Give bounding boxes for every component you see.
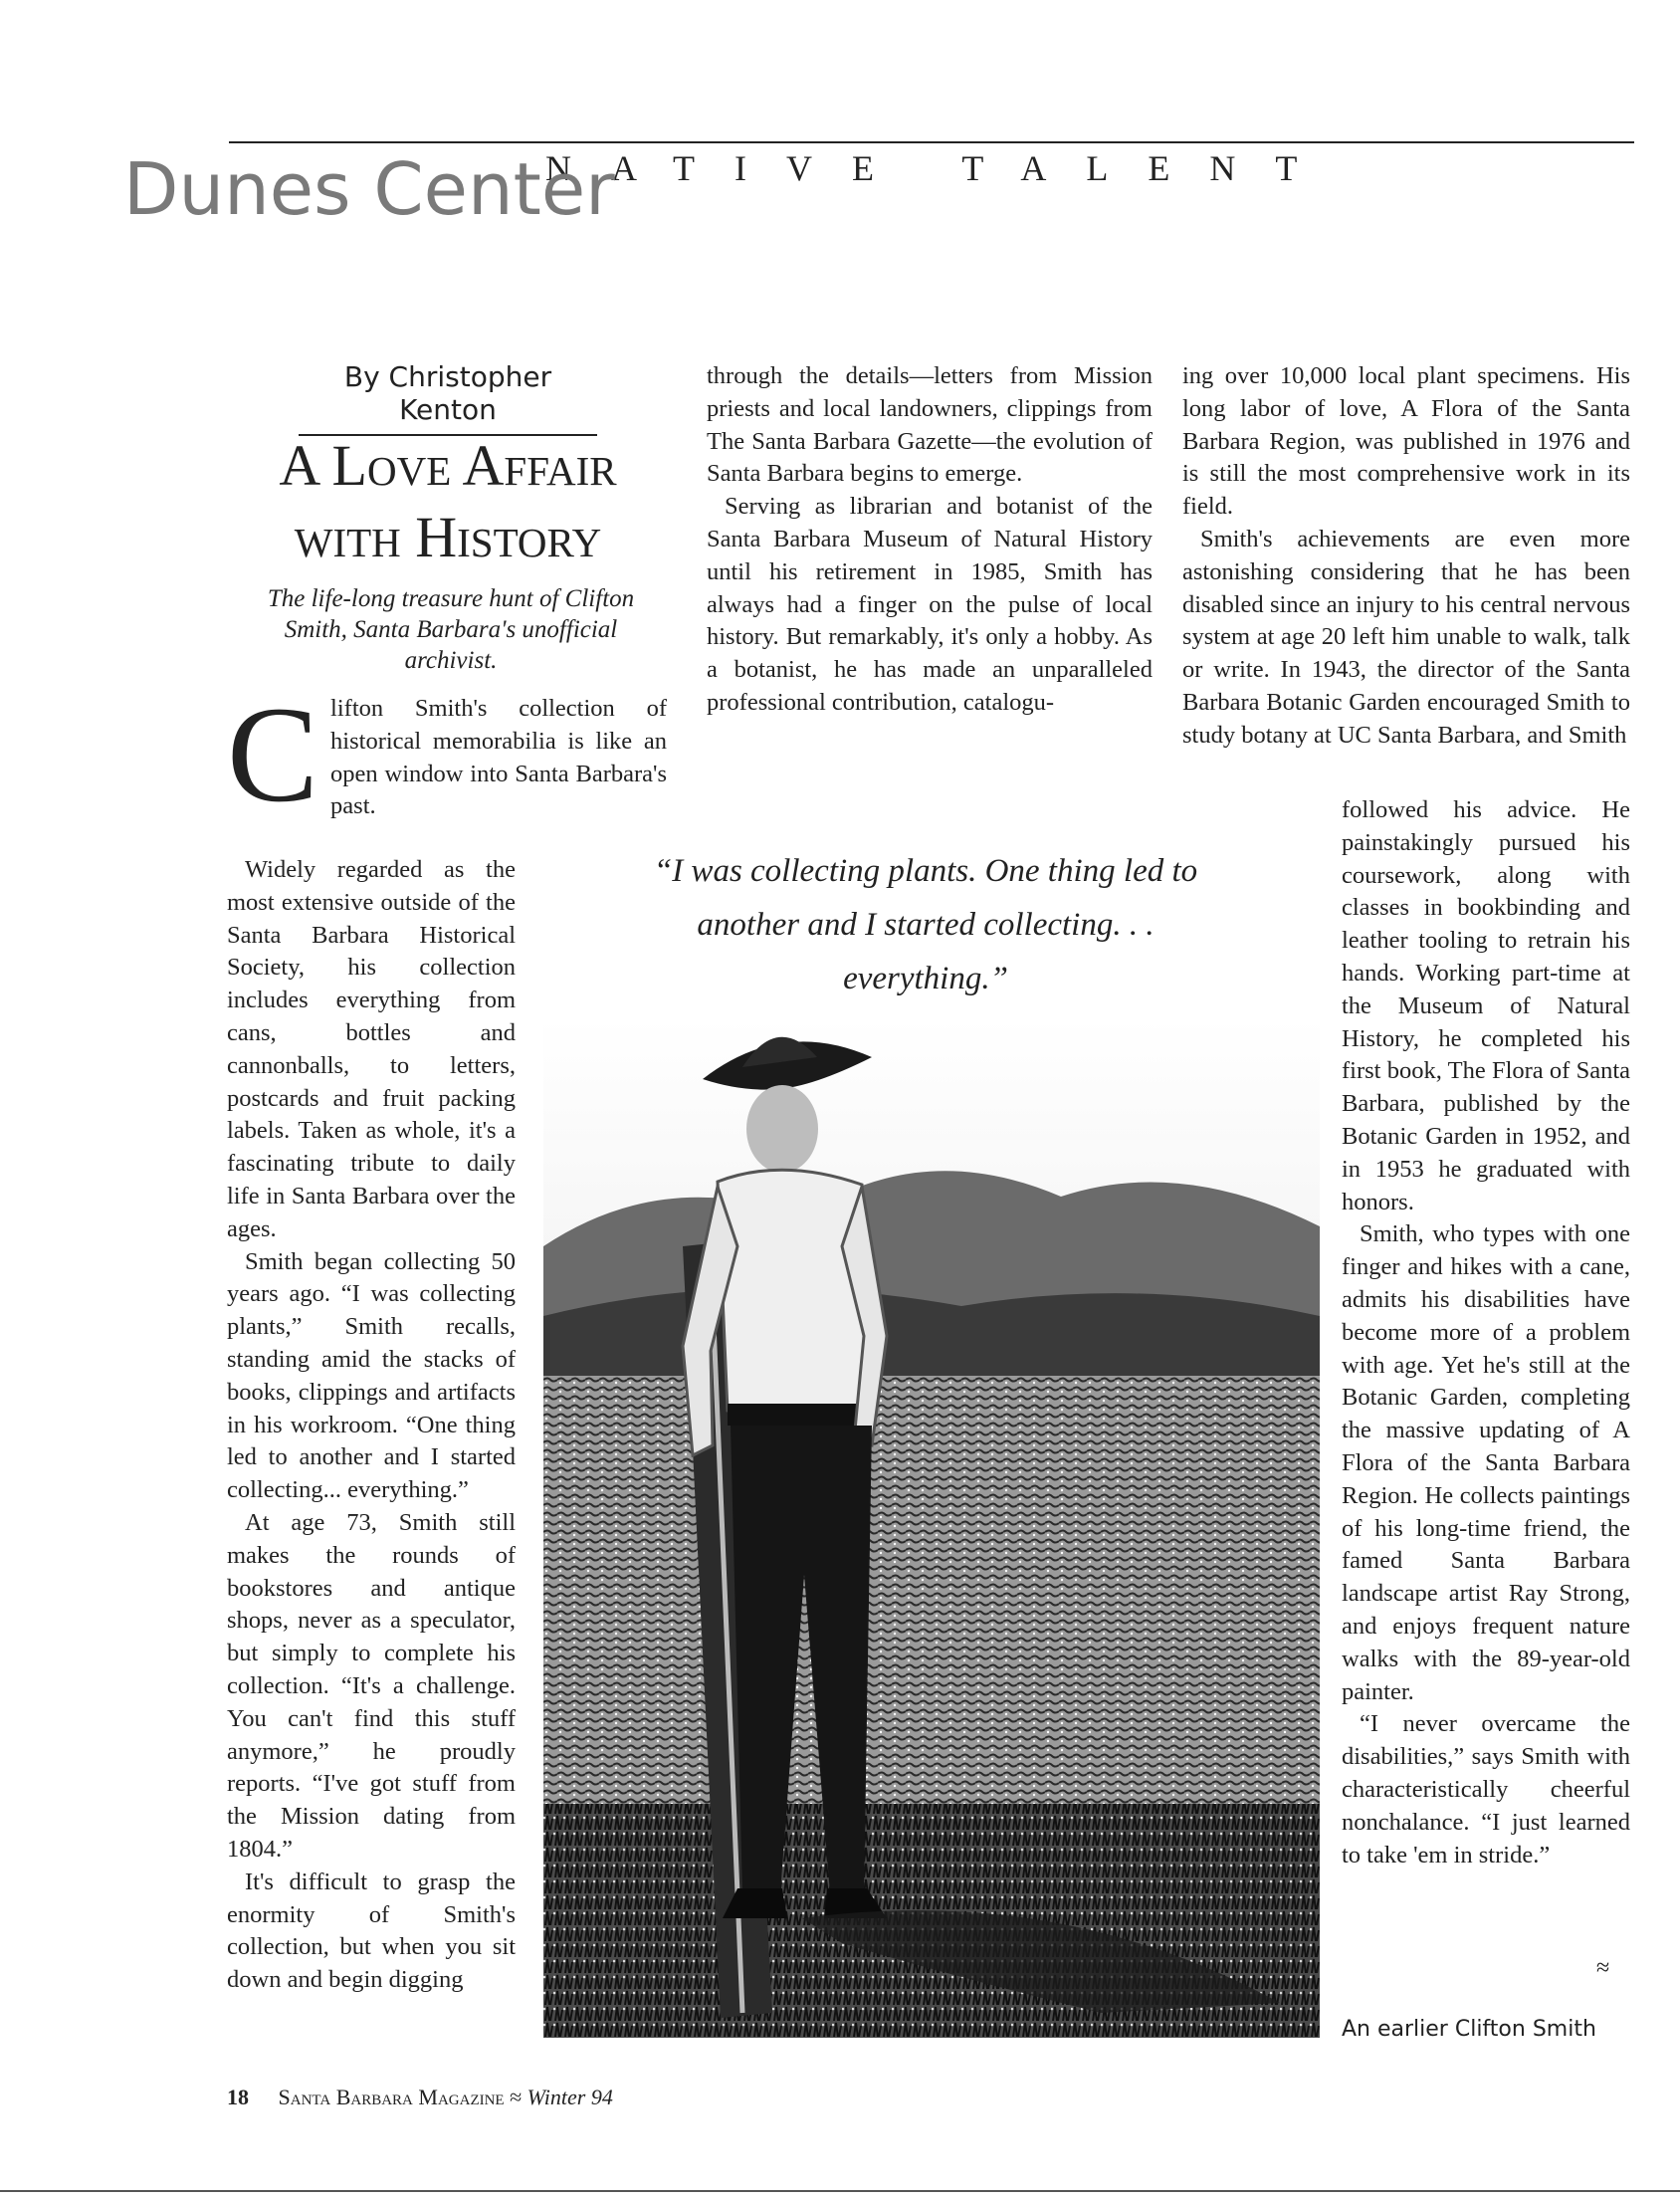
photo-clifton-smith	[543, 1017, 1320, 2038]
paragraph: At age 73, Smith still makes the rounds of bookstores and antique shops, never as a speculator, but simply to complete his collection. “It's a challenge. You can't find this stuff anymore,” he proudly reports. “I've got stuff from the Mission dating from 1804.”	[227, 1508, 516, 1863]
column-1-lead	[227, 678, 667, 830]
paragraph: Smith's achievements are even more astonishing considering that he has been disabled since an injury to his central nervous system at age 20 left him unable to walk, talk or write. In 1943, the director of the Santa Barbara Botanic Garden encouraged Smith to study botany at UC Santa Barbara, and Smith	[1182, 525, 1630, 749]
column-3-continued	[1342, 794, 1630, 1871]
pull-quote: “I was collecting plants. One thing led to another and I started collecting. . . everything.”	[653, 853, 1198, 996]
paragraph: Smith, who types with one finger and hikes with a cane, admits his disabilities have become more of a problem with age. Yet he's still at the Botanic Garden, completing the massive updating of A Flora of the Santa Barbara Region. He collects paintings of his long-time friend, the famed Santa Barbara landscape artist Ray Strong, and enjoys frequent nature walks with the 89-year-old painter.	[1342, 1220, 1630, 1705]
end-mark: ≈	[1596, 1955, 1610, 1981]
photo-caption: An earlier Clifton Smith	[1342, 2017, 1596, 2042]
watermark: Dunes Center	[123, 147, 615, 231]
headline-line-2: with History	[294, 505, 602, 569]
section-title: NATIVE TALENT	[545, 148, 1338, 188]
issue-label: Winter 94	[526, 2085, 613, 2109]
headline	[229, 430, 667, 573]
photo-face	[746, 1085, 818, 1173]
footer-separator: ≈	[510, 2085, 523, 2109]
column-1-body	[227, 854, 516, 1997]
paragraph: through the details—letters from Mission priests and local landowners, clippings from The Santa Barbara Gazette—the evolution of Santa Barbara begins to emerge.	[707, 362, 1153, 488]
magazine-name: Santa Barbara Magazine	[278, 2085, 505, 2109]
paragraph: ing over 10,000 local plant specimens. His long labor of love, A Flora of the Santa Barbara Region, was published in 1976 and is still the most comprehensive work in its field.	[1182, 362, 1630, 521]
lead-paragraph: lifton Smith's collection of historical memorabilia is like an open window into Santa Barbara's past.	[330, 695, 667, 820]
photo-shirt	[718, 1170, 872, 1418]
paragraph: Serving as librarian and botanist of the Santa Barbara Museum of Natural History until his retirement in 1985, Smith has always had a finger on the pulse of local history. But remarkably, it's only a hobby. As a botanist, he has made an unparalleled professional contribution, catalogu-	[707, 493, 1153, 716]
paragraph: It's difficult to grasp the enormity of Smith's collection, but when you sit down and begin digging	[227, 1868, 516, 1994]
page-footer	[227, 2085, 613, 2110]
headline-line-1: A Love Affair	[279, 433, 617, 498]
byline: By Christopher Kenton	[299, 360, 597, 436]
column-3	[1182, 360, 1630, 753]
paragraph: followed his advice. He painstakingly pursued his coursework, along with classes in bookbinding and leather tooling to retrain his hands. Working part-time at the Museum of Natural History, he completed his first book, The Flora of Santa Barbara, published by the Botanic Garden in 1952, and in 1953 he graduated with honors.	[1342, 796, 1630, 1215]
bottom-rule	[0, 2190, 1680, 2192]
photo-belt	[728, 1404, 872, 1426]
photo-water	[543, 1376, 1320, 1804]
paragraph: Smith began collecting 50 years ago. “I was collecting plants,” Smith recalls, standing amid the stacks of books, clippings and artifacts in his workroom. “One thing led to another and I started collecting... everything.”	[227, 1247, 516, 1504]
subhead: The life-long treasure hunt of Clifton Smith, Santa Barbara's unofficial archivist.	[267, 585, 635, 674]
paragraph: “I never overcame the disabilities,” says Smith with characteristically cheerful nonchalance. “I just learned to take 'em in stride.”	[1342, 1710, 1630, 1869]
header-rule	[229, 141, 1634, 143]
drop-cap: C	[227, 678, 319, 830]
column-2	[707, 360, 1153, 720]
page-number: 18	[227, 2085, 249, 2109]
paragraph: Widely regarded as the most extensive outside of the Santa Barbara Historical Society, his collection includes everything from cans, bottles and cannonballs, to letters, postcards and fruit packing labels. Taken as whole, it's a fascinating tribute to daily life in Santa Barbara over the ages.	[227, 856, 516, 1242]
